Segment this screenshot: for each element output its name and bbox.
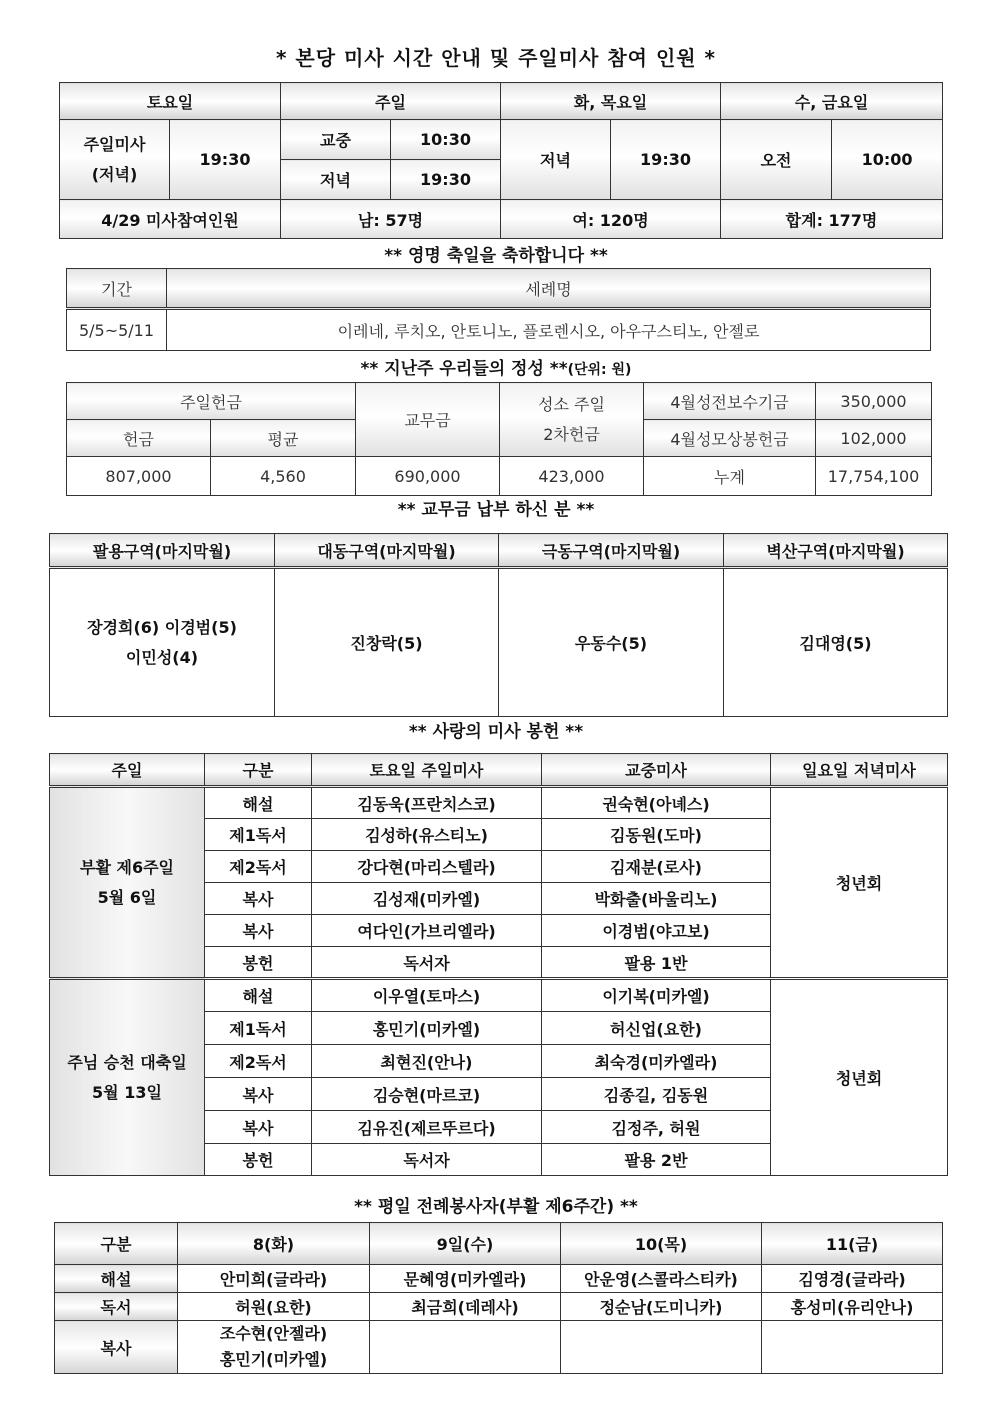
table-row-main: 김재분(로사) — [542, 851, 771, 883]
table-row-saturday: 강다현(마리스텔라) — [312, 851, 542, 883]
dues-daedong: 진창락(5) — [275, 568, 499, 717]
sunday-main-time: 10:30 — [391, 120, 501, 160]
table-row-main: 이경범(야고보) — [542, 915, 771, 947]
parish-due-header: 교무금 — [356, 383, 500, 457]
table-row-saturday: 독서자 — [312, 947, 542, 979]
dues-paryong: 장경희(6) 이경범(5) 이민성(4) — [50, 568, 275, 717]
table-row-role: 제2독서 — [205, 851, 312, 883]
table-row-main: 김정주, 허원 — [542, 1111, 771, 1144]
saturday-mass-time: 19:30 — [170, 120, 281, 200]
header-wed-fri: 수, 금요일 — [721, 83, 943, 120]
table-row-role: 봉헌 — [205, 1144, 312, 1176]
table-row-main: 허신업(요한) — [542, 1012, 771, 1045]
table-row-saturday: 김성하(유스티노) — [312, 819, 542, 851]
table-row-role: 복사 — [205, 1111, 312, 1144]
cumulative-label: 누계 — [644, 457, 816, 496]
table-row-role: 봉헌 — [205, 947, 312, 979]
table-row-saturday: 김유진(제르뚜르다) — [312, 1111, 542, 1144]
table-row-main: 팔용 2반 — [542, 1144, 771, 1176]
dues-byeoksan: 김대영(5) — [724, 568, 948, 717]
weekday-role-reading: 독서 — [55, 1293, 178, 1321]
offering-heading — [0, 354, 992, 379]
table-row-main: 김종길, 김동원 — [542, 1078, 771, 1111]
statue-offering-value: 102,000 — [816, 420, 932, 457]
table-row-role: 복사 — [205, 915, 312, 947]
feast-period: 5/5~5/11 — [67, 309, 167, 351]
table-row-cell: 최금희(데레사) — [370, 1293, 561, 1321]
mass-times-table — [59, 82, 943, 239]
dues-geukdong: 우동수(5) — [499, 568, 724, 717]
table-row-role: 제1독서 — [205, 1012, 312, 1045]
service-header-evening: 일요일 저녁미사 — [771, 754, 948, 787]
service-table — [49, 753, 948, 1176]
weekday-role-commentary: 해설 — [55, 1265, 178, 1293]
service-heading: ** 사랑의 미사 봉헌 ** — [408, 722, 584, 742]
table-row-saturday: 김동욱(프란치스코) — [312, 787, 542, 819]
attendance-total: 합계: 177명 — [721, 200, 943, 239]
offering-table — [66, 382, 932, 496]
attendance-women: 여: 120명 — [501, 200, 721, 239]
feast-table — [66, 268, 931, 351]
dues-header-paryong: 팔용구역(마지막월) — [50, 534, 275, 568]
service-header-main: 교중미사 — [542, 754, 771, 787]
offering-heading-text: ** 지난주 우리들의 정성 ** — [360, 359, 568, 379]
table-row-main: 최숙경(미카엘라) — [542, 1045, 771, 1078]
table-row-cell: 조수현(안젤라) 홍민기(미카엘) — [178, 1321, 370, 1374]
table-row-role: 제2독서 — [205, 1045, 312, 1078]
table-row-cell: 김영경(글라라) — [762, 1265, 943, 1293]
attendance-men: 남: 57명 — [281, 200, 501, 239]
table-row-role: 복사 — [205, 1078, 312, 1111]
table-row-cell: 허원(요한) — [178, 1293, 370, 1321]
cash-value: 807,000 — [67, 457, 211, 496]
table-row-main: 박화출(바울리노) — [542, 883, 771, 915]
table-row-cell: 안운영(스콜라스티카) — [561, 1265, 762, 1293]
wed-fri-time: 10:00 — [832, 120, 943, 200]
dues-heading: ** 교무금 납부 하신 분 ** — [397, 500, 595, 520]
page-title: * 본당 미사 시간 안내 및 주일미사 참여 인원 * — [275, 46, 717, 70]
feast-names: 이레네, 루치오, 안토니노, 플로렌시오, 아우구스티노, 안젤로 — [167, 309, 931, 351]
table-row-main: 김동원(도마) — [542, 819, 771, 851]
table-row-cell: 정순남(도미니카) — [561, 1293, 762, 1321]
repair-fund-label: 4월성전보수기금 — [644, 383, 816, 420]
table-row-main: 이기복(미카엘) — [542, 979, 771, 1012]
table-row-saturday: 김승현(마르코) — [312, 1078, 542, 1111]
tue-thu-label: 저녁 — [501, 120, 611, 200]
header-saturday: 토요일 — [60, 83, 281, 120]
attendance-label: 4/29 미사참여인원 — [60, 200, 281, 239]
weekday-header-fri: 11(금) — [762, 1223, 943, 1265]
dues-table — [49, 533, 948, 717]
average-value: 4,560 — [211, 457, 356, 496]
table-row-cell: 홍성미(유리안나) — [762, 1293, 943, 1321]
weekday-header-wed: 9일(수) — [370, 1223, 561, 1265]
table-row-saturday: 최현진(안나) — [312, 1045, 542, 1078]
service-header-saturday: 토요일 주일미사 — [312, 754, 542, 787]
sunday-main-label: 교중 — [281, 120, 391, 160]
table-row-role: 제1독서 — [205, 819, 312, 851]
table-row-role: 해설 — [205, 979, 312, 1012]
table-row-saturday: 독서자 — [312, 1144, 542, 1176]
cumulative-value: 17,754,100 — [816, 457, 932, 496]
table-row-main: 권숙현(아녜스) — [542, 787, 771, 819]
dues-header-daedong: 대동구역(마지막월) — [275, 534, 499, 568]
table-row-cell — [370, 1321, 561, 1374]
header-sunday: 주일 — [281, 83, 501, 120]
sunday-offering-header: 주일헌금 — [67, 383, 356, 420]
weekday-header-role: 구분 — [55, 1223, 178, 1265]
second-collection-value: 423,000 — [500, 457, 644, 496]
statue-offering-label: 4월성모상봉헌금 — [644, 420, 816, 457]
dues-header-geukdong: 극동구역(마지막월) — [499, 534, 724, 568]
table-row-cell: 안미희(글라라) — [178, 1265, 370, 1293]
sunday-evening-time: 19:30 — [391, 160, 501, 200]
wed-fri-label: 오전 — [721, 120, 832, 200]
weekday-header-thu: 10(목) — [561, 1223, 762, 1265]
week1-evening: 청년회 — [771, 787, 948, 979]
feast-names-header: 세례명 — [167, 269, 931, 309]
week2-evening: 청년회 — [771, 979, 948, 1176]
week2-date: 주님 승천 대축일 5월 13일 — [50, 979, 205, 1176]
weekday-table — [54, 1222, 943, 1374]
dues-header-byeoksan: 벽산구역(마지막월) — [724, 534, 948, 568]
table-row-role: 해설 — [205, 787, 312, 819]
cash-header: 헌금 — [67, 420, 211, 457]
table-row-main: 팔용 1반 — [542, 947, 771, 979]
feast-period-header: 기간 — [67, 269, 167, 309]
second-collection-header: 성소 주일 2차헌금 — [500, 383, 644, 457]
table-row-saturday: 김성재(미카엘) — [312, 883, 542, 915]
weekday-heading: ** 평일 전례봉사자(부활 제6주간) ** — [354, 1197, 638, 1217]
table-row-cell — [762, 1321, 943, 1374]
service-header-week: 주일 — [50, 754, 205, 787]
weekday-header-tue: 8(화) — [178, 1223, 370, 1265]
sunday-evening-label: 저녁 — [281, 160, 391, 200]
offering-unit: (단위: 원) — [567, 362, 632, 378]
table-row-cell — [561, 1321, 762, 1374]
average-header: 평균 — [211, 420, 356, 457]
week1-date: 부활 제6주일 5월 6일 — [50, 787, 205, 979]
tue-thu-time: 19:30 — [611, 120, 721, 200]
table-row-saturday: 홍민기(미카엘) — [312, 1012, 542, 1045]
table-row-role: 복사 — [205, 883, 312, 915]
service-header-role: 구분 — [205, 754, 312, 787]
weekday-role-server: 복사 — [55, 1321, 178, 1374]
table-row-cell: 문혜영(미카엘라) — [370, 1265, 561, 1293]
parish-due-value: 690,000 — [356, 457, 500, 496]
saturday-mass-label: 주일미사 (저녁) — [60, 120, 170, 200]
table-row-saturday: 여다인(가브리엘라) — [312, 915, 542, 947]
header-tue-thu: 화, 목요일 — [501, 83, 721, 120]
repair-fund-value: 350,000 — [816, 383, 932, 420]
table-row-saturday: 이우열(토마스) — [312, 979, 542, 1012]
feast-heading: ** 영명 축일을 축하합니다 ** — [384, 246, 608, 266]
